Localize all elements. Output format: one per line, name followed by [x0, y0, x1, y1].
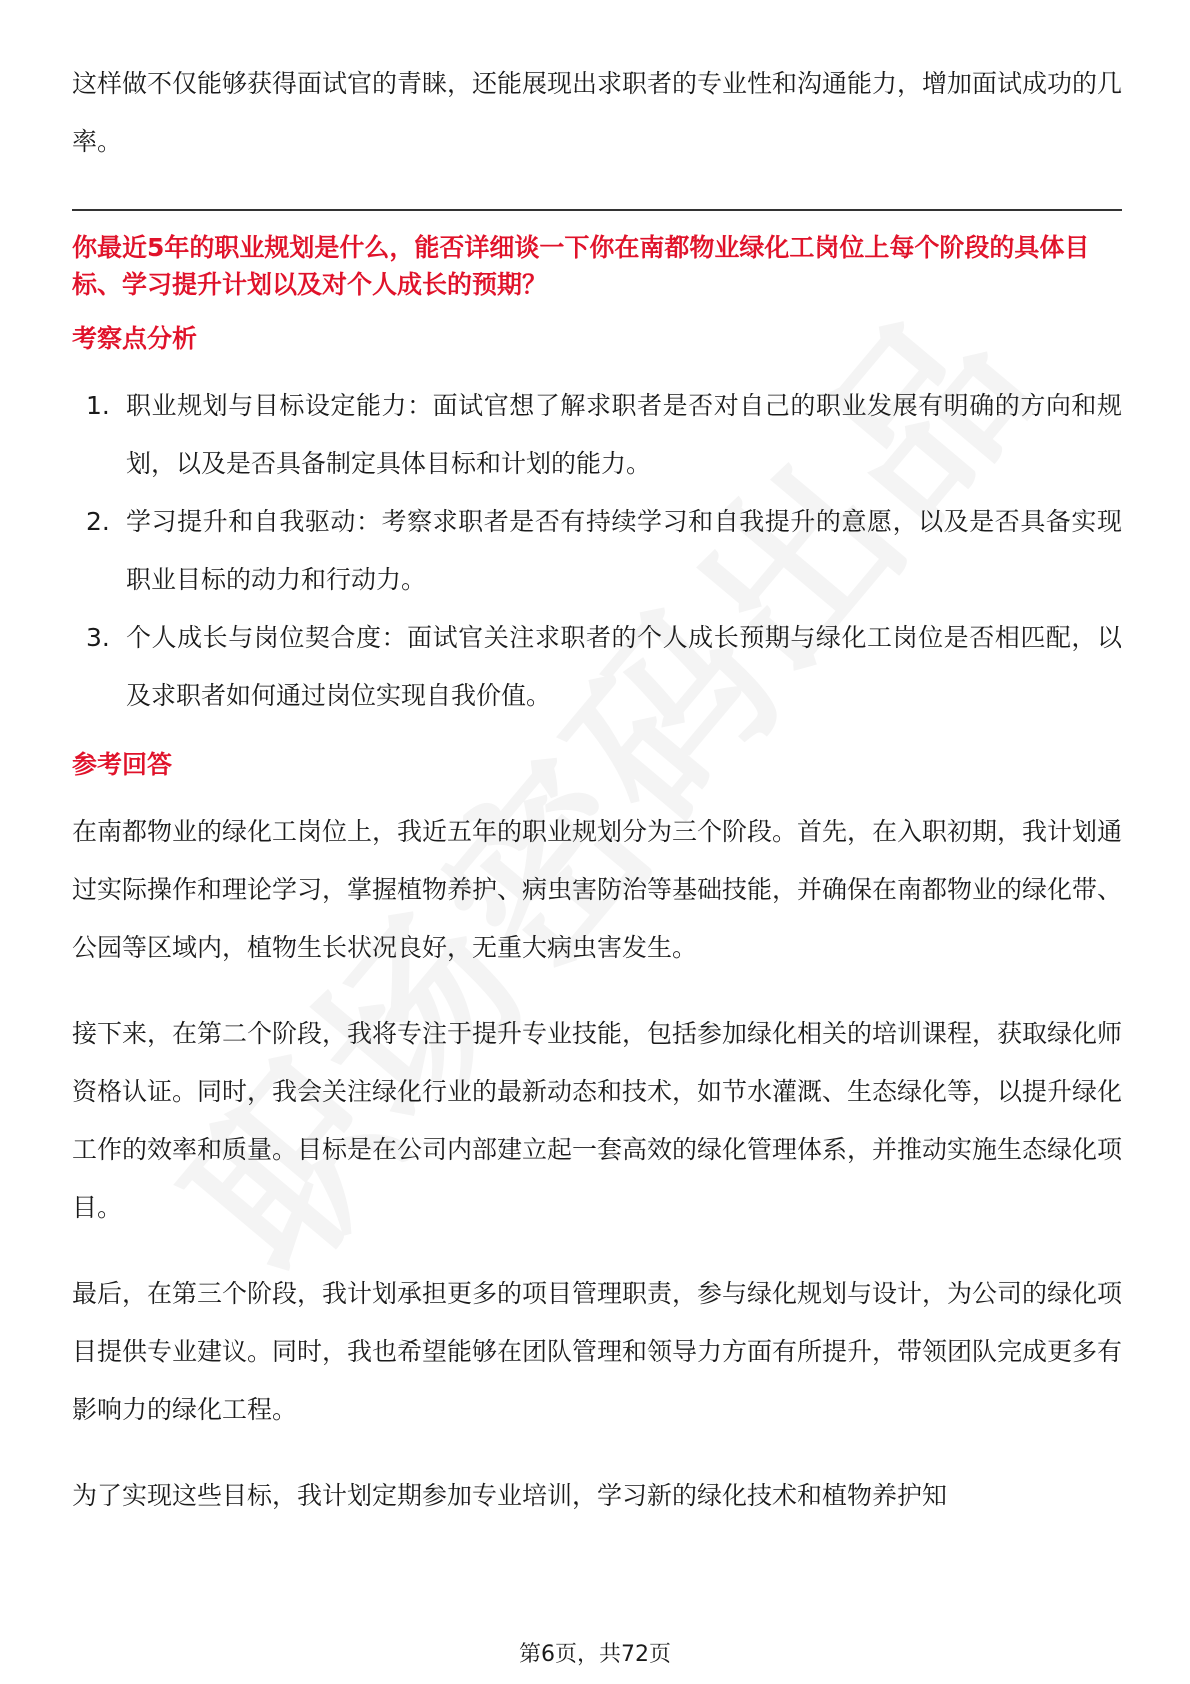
analysis-title: 考察点分析: [72, 324, 198, 353]
section-divider: [72, 209, 1122, 211]
list-item: [72, 377, 1122, 493]
list-text: 职业规划与目标设定能力：面试官想了解求职者是否对自己的职业发展有明确的方向和规划，以及是否具备制定具体目标和计划的能力。: [126, 391, 1122, 478]
list-item: [72, 609, 1122, 725]
answer-paragraph: 接下来，在第二个阶段，我将专注于提升专业技能，包括参加绿化相关的培训课程，获取绿化师资格认证。同时，我会关注绿化行业的最新动态和技术，如节水灌溉、生态绿化等，以提升绿化工作的效率和质量。目标是在公司内部建立起一套高效的绿化管理体系，并推动实施生态绿化项目。: [72, 1019, 1123, 1222]
question-heading: 你最近5年的职业规划是什么，能否详细谈一下你在南都物业绿化工岗位上每个阶段的具体目标、学习提升计划以及对个人成长的预期？: [72, 233, 1090, 299]
answer-paragraph: 最后，在第三个阶段，我计划承担更多的项目管理职责，参与绿化规划与设计，为公司的绿化项目提供专业建议。同时，我也希望能够在团队管理和领导力方面有所提升，带领团队完成更多有影响力的绿化工程。: [72, 1279, 1123, 1424]
list-item: [72, 493, 1122, 609]
paragraph-gap: [72, 977, 1122, 1005]
paragraph-gap: [72, 1439, 1122, 1467]
page-footer: 第6页，共72页: [519, 1642, 671, 1667]
list-number: 2.: [86, 507, 110, 536]
list-number: 1.: [86, 391, 110, 420]
intro-paragraph: 这样做不仅能够获得面试官的青睐，还能展现出求职者的专业性和沟通能力，增加面试成功的几率。: [72, 69, 1123, 156]
paragraph-gap: [72, 1237, 1122, 1265]
list-text: 学习提升和自我驱动：考察求职者是否有持续学习和自我提升的意愿，以及是否具备实现职业目标的动力和行动力。: [126, 507, 1122, 594]
page-content: [72, 55, 1122, 1525]
list-text: 个人成长与岗位契合度：面试官关注求职者的个人成长预期与绿化工岗位是否相匹配，以及求职者如何通过岗位实现自我价值。: [126, 623, 1122, 710]
analysis-list: [72, 377, 1122, 725]
answer-paragraph: 在南都物业的绿化工岗位上，我近五年的职业规划分为三个阶段。首先，在入职初期，我计划通过实际操作和理论学习，掌握植物养护、病虫害防治等基础技能，并确保在南都物业的绿化带、公园等区域内，植物生长状况良好，无重大病虫害发生。: [72, 817, 1123, 962]
list-number: 3.: [86, 623, 110, 652]
answer-title: 参考回答: [72, 750, 173, 779]
answer-paragraph: 为了实现这些目标，我计划定期参加专业培训，学习新的绿化技术和植物养护知: [72, 1481, 948, 1510]
